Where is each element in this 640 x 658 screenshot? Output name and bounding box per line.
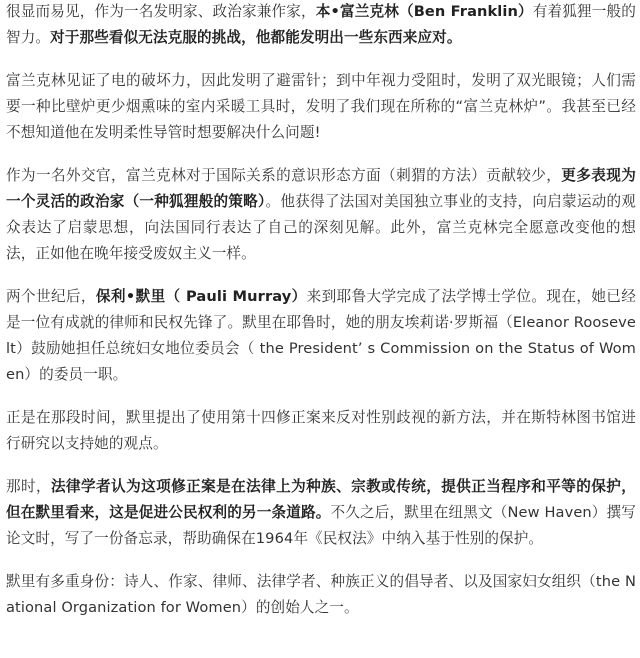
bold-segment-legal-scholars: 法律学者认为这项修正案是在法律上为种族、宗教或传统，提供正当程序和平等的保护，但在默里看来，这是促进公民权利的另一条道路。 xyxy=(6,478,636,521)
text-segment: 。他获得了法国对美国独立事业的支持，向启蒙运动的观众表达了启蒙思想，向法国同行表达了自己的深刻见解。此外，富兰克林完全愿意改变他的想法，正如他在晚年接受废奴主义一样。 xyxy=(6,193,636,262)
paragraph-franklin-intro xyxy=(6,0,636,51)
text-segment: 正是在那段时间，默里提出了使用第十四修正案来反对性别歧视的新方法，并在斯特林图书馆进行研究以支持她的观点。 xyxy=(6,409,636,452)
text-segment: 来到耶鲁大学完成了法学博士学位。现在，她已经是一位有成就的律师和民权先锋了。默里在耶鲁时，她的朋友埃莉诺·罗斯福（Eleanor Roosevelt）鼓励她担任总统妇女地位委员会（ the President’ s Commission on the Status of Women）的委员一职。 xyxy=(6,288,636,383)
paragraph-fourteenth-amendment xyxy=(6,405,636,457)
text-segment: 默里有多重身份：诗人、作家、律师、法律学者、种族正义的倡导者、以及国家妇女组织（the National Organization for Women）的创始人之一。 xyxy=(6,573,636,616)
text-segment: 有着狐狸一般的智力。 xyxy=(6,3,636,46)
paragraph-legal-scholars xyxy=(6,474,636,552)
paragraph-spacer xyxy=(6,552,636,569)
paragraph-spacer xyxy=(6,51,636,68)
text-segment: 很显而易见，作为一名发明家、政治家兼作家， xyxy=(6,3,316,20)
paragraph-spacer xyxy=(6,457,636,474)
paragraph-murray-identities xyxy=(6,569,636,621)
paragraph-spacer xyxy=(6,146,636,163)
text-segment: 两个世纪后， xyxy=(6,288,96,305)
paragraph-spacer xyxy=(6,388,636,405)
text-segment: 不久之后，默里在纽黑文（New Haven）撰写论文时，写了一份备忘录，帮助确保在1964年《民权法》中纳入基于性别的保护。 xyxy=(6,504,637,547)
text-segment: 富兰克林见证了电的破坏力，因此发明了避雷针；到中年视力受阻时，发明了双光眼镜；人们需要一种比壁炉更少烟熏味的室内采暖工具时，发明了我们现在所称的“富兰克林炉”。我甚至已经不想知道他在发明柔性导管时想要解决什么问题! xyxy=(6,72,636,141)
paragraph-franklin-diplomat xyxy=(6,163,636,267)
paragraph-murray-intro xyxy=(6,284,636,388)
text-segment: 那时， xyxy=(6,478,52,495)
text-segment: 作为一名外交官，富兰克林对于国际关系的意识形态方面（刺猬的方法）贡献较少， xyxy=(6,167,562,184)
paragraph-franklin-inventions xyxy=(6,68,636,146)
bold-segment-ben-franklin: 本•富兰克林（Ben Franklin） xyxy=(315,3,533,20)
bold-segment-pauli-murray: 保利•默里（ Pauli Murray） xyxy=(95,288,307,305)
bold-segment-challenges: 对于那些看似无法克服的挑战，他都能发明出一些东西来应对。 xyxy=(50,29,462,46)
bold-segment-flexible-politician: 更多表现为一个灵活的政治家（一种狐狸般的策略） xyxy=(6,167,636,210)
paragraph-spacer xyxy=(6,267,636,284)
